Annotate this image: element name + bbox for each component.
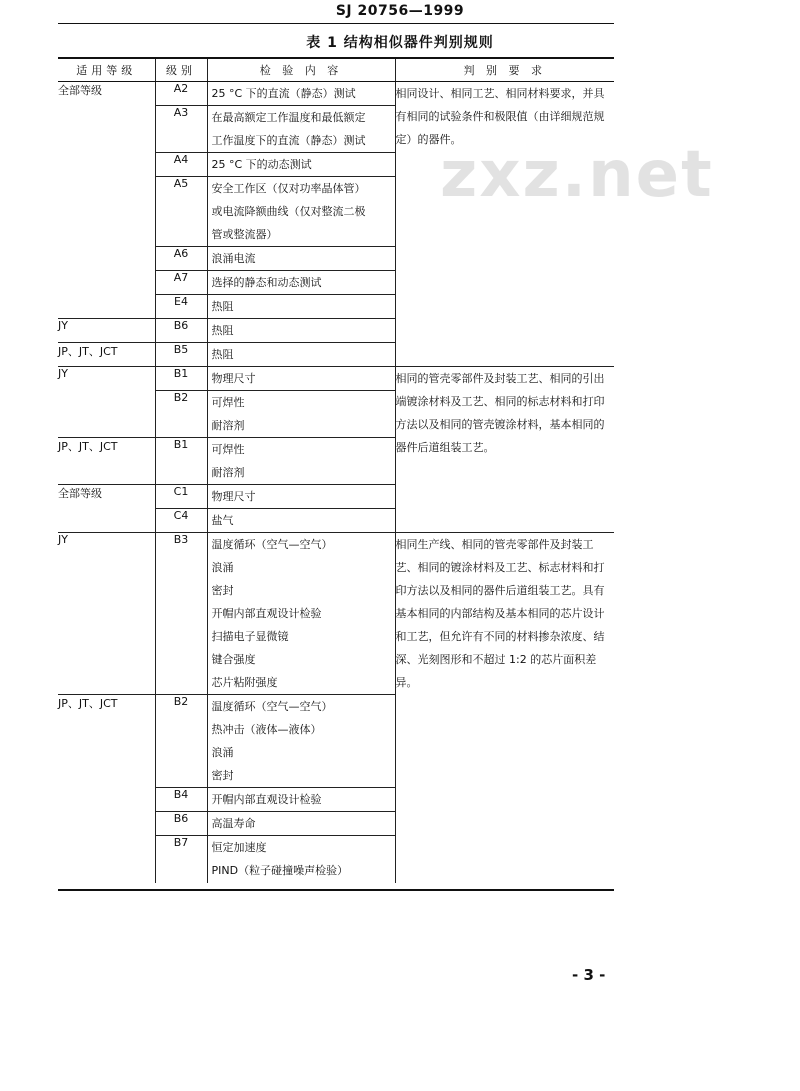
test-items-cell	[207, 836, 395, 883]
level-cell: 全部等级	[58, 82, 155, 319]
test-items-cell	[207, 509, 395, 533]
grade-cell: B4	[155, 788, 207, 812]
table-header-row	[58, 58, 614, 82]
grade-cell: A6	[155, 247, 207, 271]
level-cell: JY	[58, 533, 155, 695]
test-item: 热阻	[211, 324, 234, 337]
test-items-cell	[207, 319, 395, 343]
test-items-cell	[207, 695, 395, 788]
rules-table	[58, 57, 614, 883]
watermark: zxz.net	[440, 138, 714, 212]
test-items-cell	[207, 788, 395, 812]
test-item: 在最高额定工作温度和最低额定	[211, 111, 366, 124]
test-item: 25 °C 下的动态测试	[211, 158, 312, 171]
test-item: 浪涌电流	[211, 252, 256, 265]
grade-cell: A7	[155, 271, 207, 295]
level-cell: JY	[58, 367, 155, 438]
grade-cell: B6	[155, 319, 207, 343]
level-cell: 全部等级	[58, 485, 155, 533]
table-row	[58, 367, 614, 391]
grade-cell: B7	[155, 836, 207, 883]
test-item: 密封	[211, 584, 234, 597]
test-items-cell	[207, 812, 395, 836]
test-item: 开帽内部直观设计检验	[211, 607, 322, 620]
test-item: 浪涌	[211, 561, 234, 574]
test-items-cell	[207, 271, 395, 295]
test-item: 温度循环（空气—空气）	[211, 538, 333, 551]
grade-cell: C1	[155, 485, 207, 509]
test-item: 工作温度下的直流（静态）测试	[211, 134, 366, 147]
test-item: 选择的静态和动态测试	[211, 276, 322, 289]
level-cell: JP、JT、JCT	[58, 695, 155, 883]
standard-number: SJ 20756—1999	[335, 3, 465, 19]
test-item: 物理尺寸	[211, 490, 256, 503]
test-items-cell	[207, 106, 395, 153]
test-item: 耐溶剂	[211, 419, 245, 432]
test-item: 热阻	[211, 300, 234, 313]
grade-cell: A2	[155, 82, 207, 106]
grade-cell: B3	[155, 533, 207, 695]
test-item: 安全工作区（仅对功率晶体管）	[211, 182, 366, 195]
table-title: 表 1 结构相似器件判别规则	[306, 35, 494, 51]
test-item: 密封	[211, 769, 234, 782]
column-header-grade: 级别	[155, 58, 207, 82]
test-items-cell	[207, 247, 395, 271]
column-header-level: 适用等级	[58, 58, 155, 82]
grade-cell: B5	[155, 343, 207, 367]
test-item: 耐溶剂	[211, 466, 245, 479]
test-items-cell	[207, 82, 395, 106]
grade-cell: B1	[155, 367, 207, 391]
test-item: 温度循环（空气—空气）	[211, 700, 333, 713]
page-number: - 3 -	[572, 966, 606, 984]
test-items-cell	[207, 485, 395, 509]
requirement-cell: 相同生产线、相同的管壳零部件及封装工艺、相同的镀涂材料及工艺、标志材料和打印方法以及相同的器件后道组装工艺。具有基本相同的内部结构及基本相同的芯片设计和工艺，但允许有不同的材料掺杂浓度、结深、光刻图形和不超过 1:2 的芯片面积差异。	[395, 533, 614, 883]
requirement-cell: 相同设计、相同工艺、相同材料要求，并具有相同的试验条件和极限值（由详细规范规定）的器件。	[395, 82, 614, 367]
header-rule	[58, 23, 614, 24]
test-items-cell	[207, 533, 395, 695]
test-item: 25 °C 下的直流（静态）测试	[211, 87, 356, 100]
test-items-cell	[207, 295, 395, 319]
grade-cell: B6	[155, 812, 207, 836]
test-item: 芯片粘附强度	[211, 676, 278, 689]
grade-cell: A3	[155, 106, 207, 153]
test-item: 管或整流器）	[211, 228, 278, 241]
test-item: 扫描电子显微镜	[211, 630, 289, 643]
test-item: 开帽内部直观设计检验	[211, 793, 322, 806]
grade-cell: A4	[155, 153, 207, 177]
column-header-test-content: 检 验 内 容	[207, 58, 395, 82]
test-items-cell	[207, 153, 395, 177]
test-item: 热冲击（液体—液体）	[211, 723, 322, 736]
level-cell: JY	[58, 319, 155, 343]
test-items-cell	[207, 391, 395, 438]
grade-cell: B2	[155, 391, 207, 438]
column-header-requirement: 判 别 要 求	[395, 58, 614, 82]
grade-cell: B2	[155, 695, 207, 788]
test-item: 可焊性	[211, 396, 245, 409]
table-bottom-rule	[58, 889, 614, 891]
table-body	[58, 82, 614, 883]
grade-cell: C4	[155, 509, 207, 533]
test-items-cell	[207, 177, 395, 247]
table-row	[58, 82, 614, 106]
test-items-cell	[207, 367, 395, 391]
test-items-cell	[207, 438, 395, 485]
level-cell: JP、JT、JCT	[58, 438, 155, 485]
test-items-cell	[207, 343, 395, 367]
table-row	[58, 533, 614, 695]
test-item: PIND（粒子碰撞噪声检验）	[211, 864, 349, 877]
grade-cell: B1	[155, 438, 207, 485]
test-item: 高温寿命	[211, 817, 256, 830]
grade-cell: A5	[155, 177, 207, 247]
test-item: 热阻	[211, 348, 234, 361]
test-item: 或电流降额曲线（仅对整流二极	[211, 205, 366, 218]
test-item: 浪涌	[211, 746, 234, 759]
test-item: 可焊性	[211, 443, 245, 456]
level-cell: JP、JT、JCT	[58, 343, 155, 367]
test-item: 物理尺寸	[211, 372, 256, 385]
requirement-cell: 相同的管壳零部件及封装工艺、相同的引出端镀涂材料及工艺、相同的标志材料和打印方法以及相同的管壳镀涂材料，基本相同的器件后道组装工艺。	[395, 367, 614, 533]
grade-cell: E4	[155, 295, 207, 319]
test-item: 键合强度	[211, 653, 256, 666]
test-item: 恒定加速度	[211, 841, 267, 854]
test-item: 盐气	[211, 514, 234, 527]
